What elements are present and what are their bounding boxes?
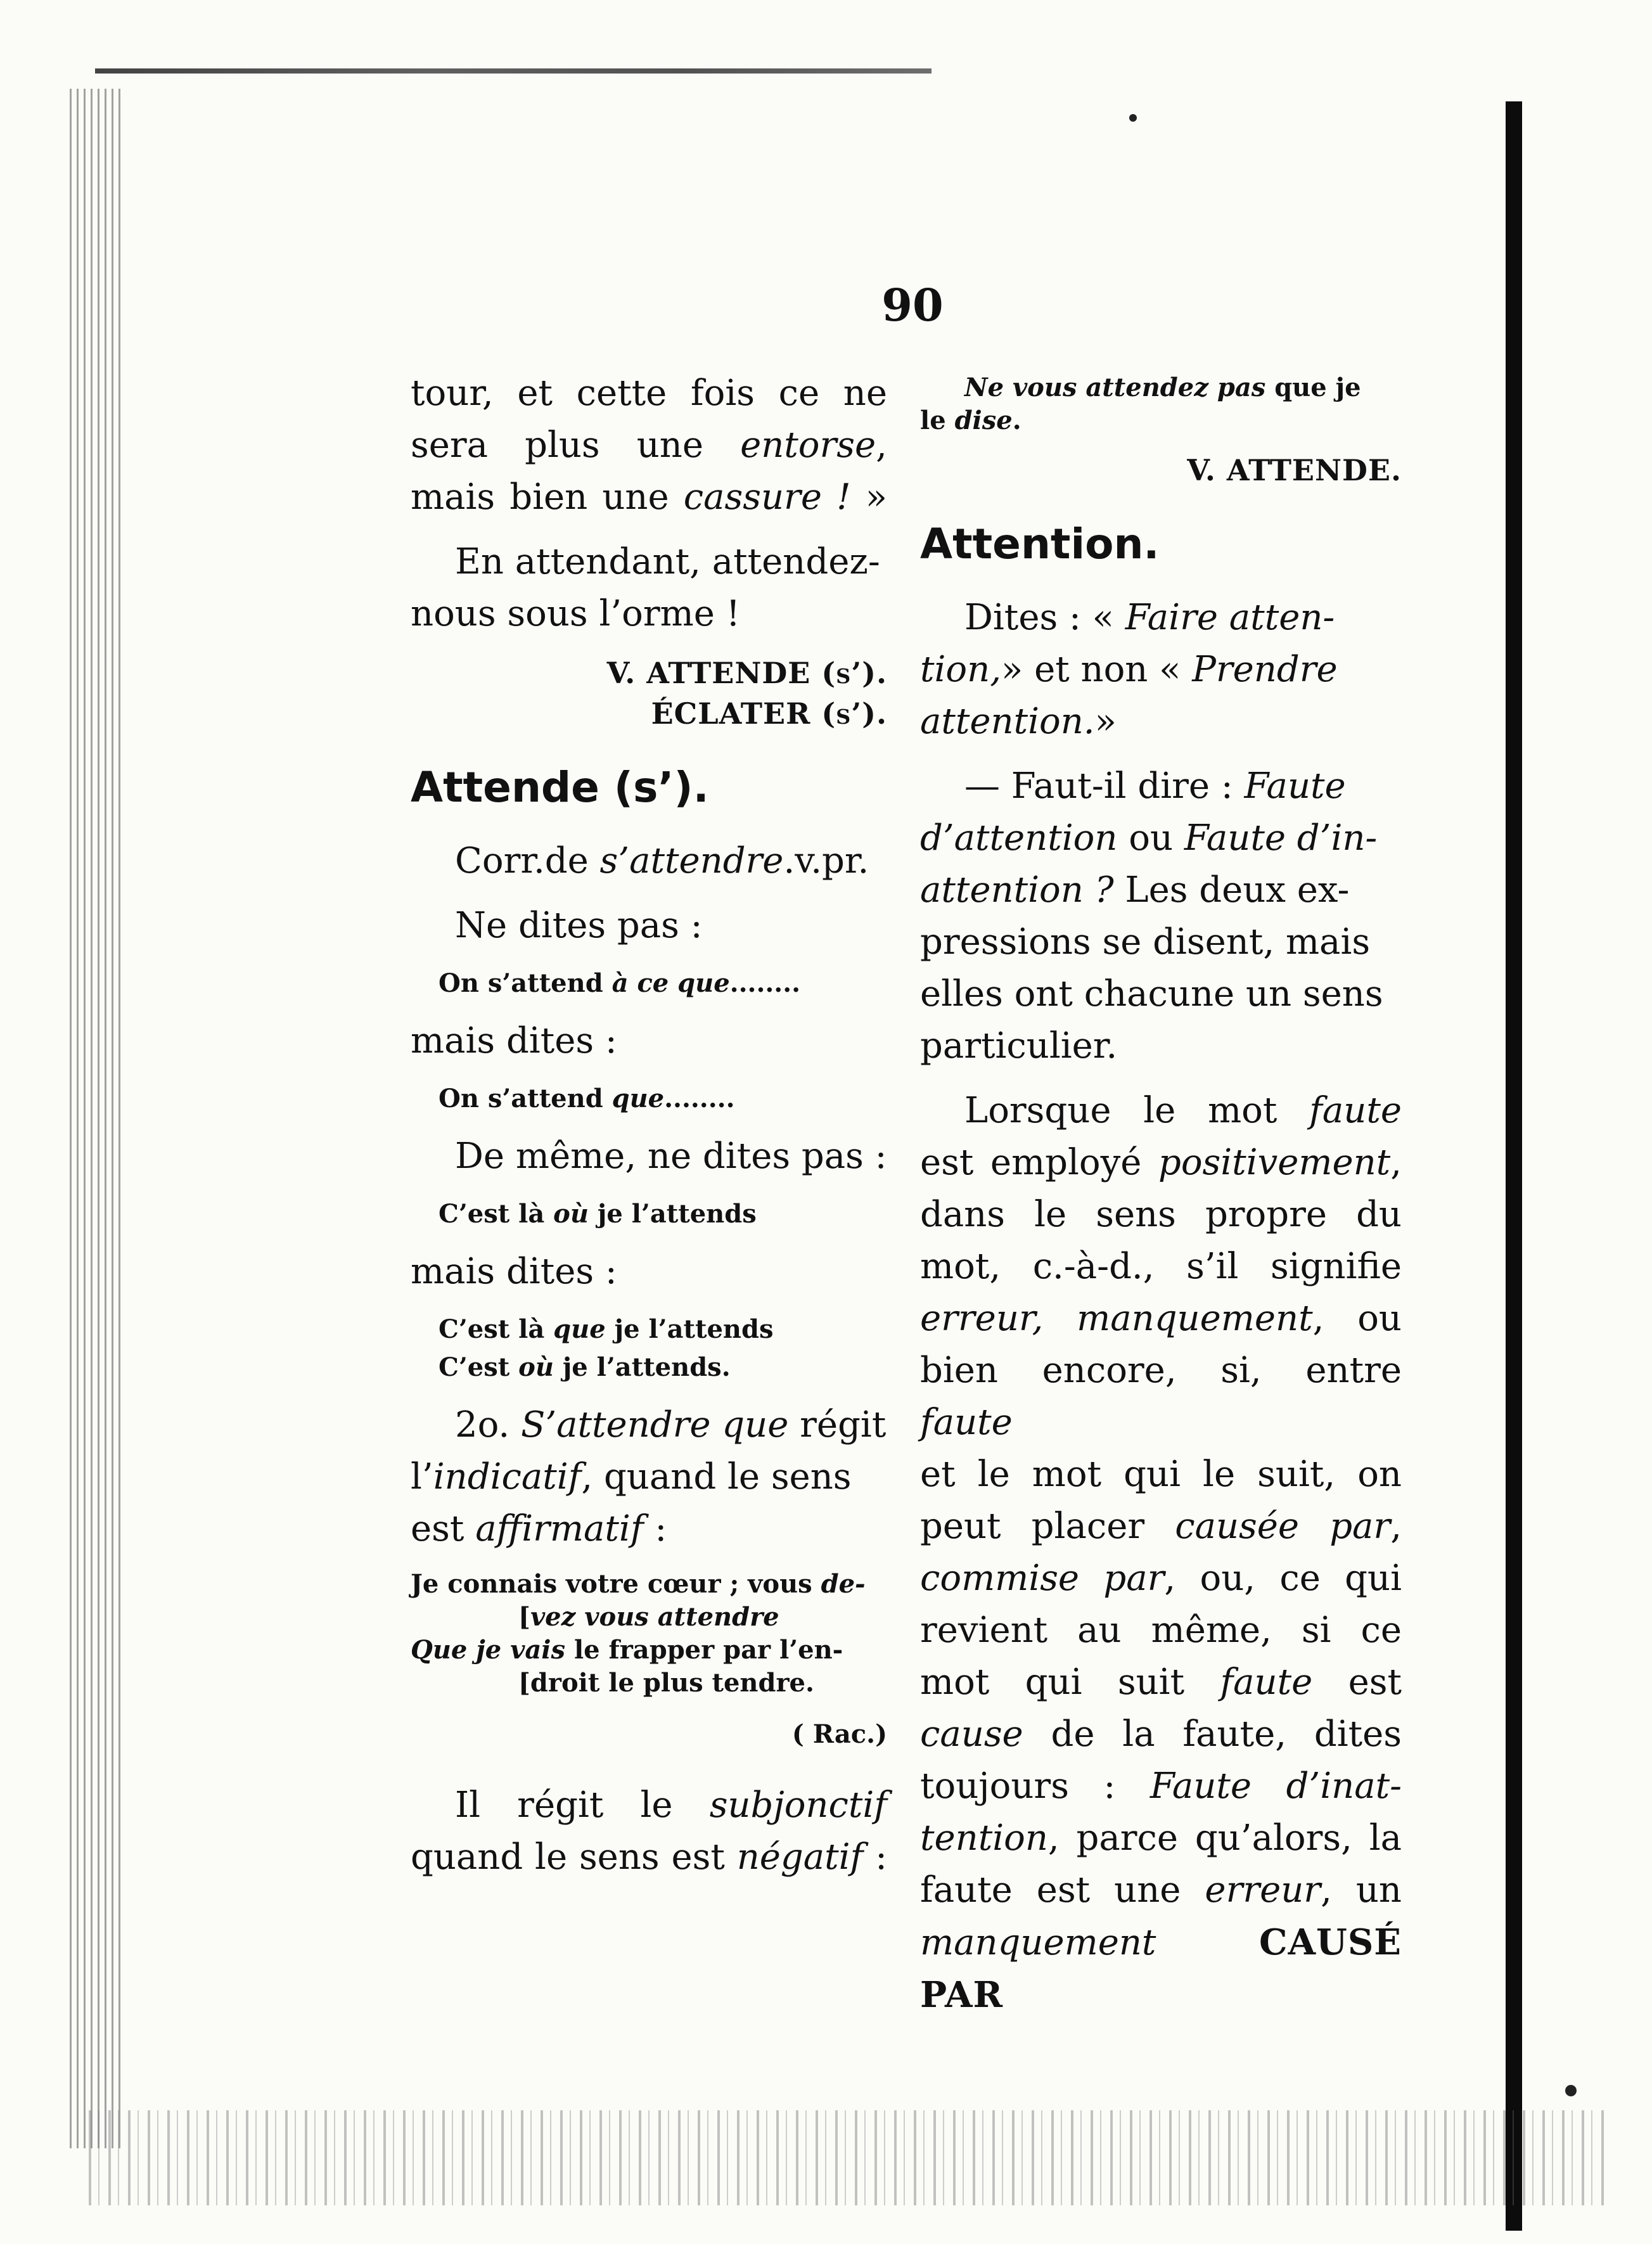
scan-left-edge — [70, 89, 120, 2148]
paragraph: En attendant, attendez- nous sous l’orme ! — [411, 541, 880, 634]
paragraph: Dites : « Faire atten- tion,» et non « Prendre attention.» — [920, 597, 1338, 742]
cross-reference: V. ATTENDE. — [1187, 453, 1402, 487]
example: On s’attend que........ — [439, 1084, 735, 1113]
right-column — [920, 368, 1402, 2034]
scan-bottom-noise — [89, 2110, 1610, 2205]
entry-heading: Attention. — [920, 520, 1160, 568]
left-column — [411, 368, 887, 1896]
verse-quote: Je connais votre cœur ; vous de- [vez vous attendre Que je vais le frapper par l’en- [droit le plus tendre. — [411, 1569, 866, 1698]
paragraph: tour, et cette fois ce ne sera plus une entorse, mais bien une cassure ! » — [411, 373, 887, 518]
entry-heading: Attende (s’). — [411, 763, 709, 812]
scan-top-rule — [95, 68, 932, 74]
example: C’est là que je l’attends — [439, 1314, 774, 1344]
paragraph: mais dites : — [411, 1020, 617, 1061]
example: Ne vous attendez pas que je le dise. — [920, 373, 1361, 435]
paragraph: Il régit le subjonctif quand le sens est négatif : — [411, 1785, 887, 1878]
paragraph: De même, ne dites pas : — [455, 1136, 887, 1177]
paragraph: 2o. S’attendre que régit l’indicatif, quand le sens est affirmatif : — [411, 1404, 887, 1549]
paragraph: mais dites : — [411, 1251, 617, 1292]
paragraph: Corr.de s’attendre.v.pr. — [455, 840, 869, 882]
scan-right-bar — [1506, 101, 1522, 2231]
paragraph: Lorsque le mot faute est employé positivement, dans le sens propre du mot, c.-à-d., s’il signifie erreur, manquement, ou bien encore, si, entre faute et le mot qui le suit, on peut placer causée par, commise par, ou, ce qui revient au même, si ce mot qui suit faute est cause de la faute, dites toujours : Faute d’inat- tention, parce qu’alors, la faute est une erreur, un manquement CAUSÉ PAR — [920, 1090, 1402, 2016]
example: C’est où je l’attends. — [439, 1352, 731, 1382]
quote-attribution: ( Rac.) — [791, 1719, 887, 1749]
paragraph: Ne dites pas : — [455, 905, 703, 946]
example: On s’attend à ce que........ — [439, 968, 801, 998]
paragraph: — Faut-il dire : Faute d’attention ou Faute d’in- attention ? Les deux ex- pressions se disent, mais elles ont chacune un sens particulier. — [920, 766, 1383, 1067]
cross-reference: V. ATTENDE (s’). ÉCLATER (s’). — [606, 656, 887, 731]
page-number: 90 — [881, 279, 944, 331]
scan-dot — [1565, 2085, 1577, 2096]
example: C’est là où je l’attends — [439, 1199, 757, 1229]
scan-dot — [1129, 114, 1137, 122]
